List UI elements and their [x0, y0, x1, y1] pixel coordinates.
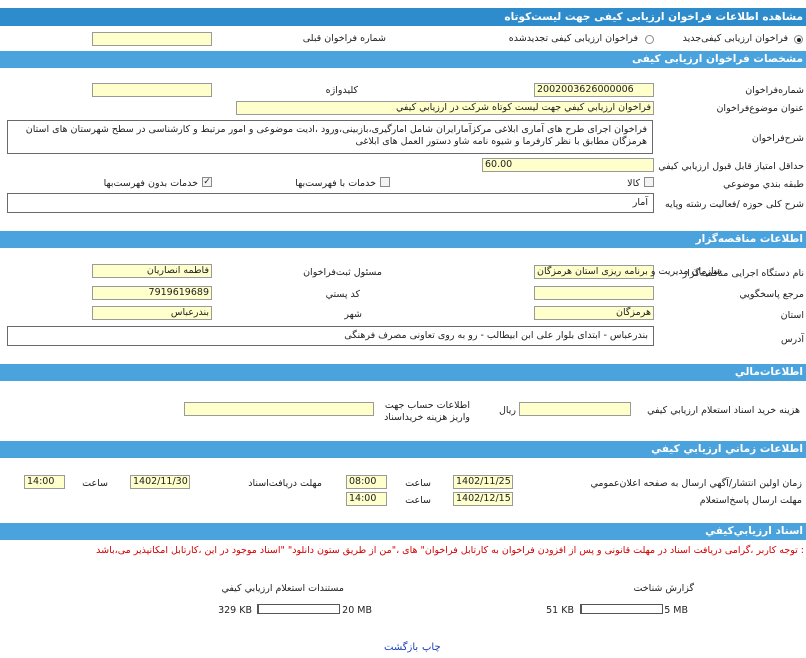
keyword-label: کليدواژه — [325, 85, 358, 96]
org-section-bar — [0, 231, 806, 248]
print-link[interactable]: چاپ — [422, 642, 441, 653]
deadline-date-field[interactable]: 1402/11/30 — [130, 475, 190, 489]
doc2-progress — [580, 604, 663, 614]
services-nolist-checkbox[interactable]: ✓ — [203, 177, 211, 187]
publish-label: زمان اولين انتشار/آگهي ارسال به صفحه اعلان‌عمومي — [590, 478, 802, 489]
doc1-progress-fill — [258, 605, 259, 613]
doc1-progress — [257, 604, 340, 614]
doc2-size: 51 KB — [546, 605, 574, 616]
account-label-line2: واريز هزينه خريداسناد — [384, 412, 470, 423]
timing-section-title: اطلاعات زماني ارزيابي کيفي — [651, 443, 803, 455]
reply-hour-label: ساعت — [405, 495, 431, 506]
postal-code-label: کد پستي — [325, 289, 360, 300]
reference-field[interactable] — [534, 286, 654, 300]
doc1-max: 20 MB — [342, 605, 372, 616]
renewed-call-radio[interactable] — [645, 35, 654, 44]
org-name-label: نام دستگاه اجرايی مناقصه‌گزار — [682, 268, 804, 279]
min-score-label: حداقل امتياز قابل قبول ارزيابي کيفي — [658, 161, 804, 172]
account-field[interactable] — [184, 402, 374, 416]
publish-hour-label: ساعت — [405, 478, 431, 489]
spec-section-title: مشخصات فراخوان ارزيابی کيفی — [632, 53, 803, 65]
services-list-label: خدمات با فهرست‌بها — [295, 178, 376, 189]
province-field[interactable]: هرمزگان — [534, 306, 654, 320]
deadline-hour-label: ساعت — [82, 478, 108, 489]
back-link[interactable]: بازگشت — [384, 642, 419, 653]
description-box: فراخوان اجرای طرح های آماری ابلاغی مرکزآمارایران شامل امارگیری،بازبینی،ورود ،ادیت موضوعی و امور مرتبط و کارشناسی در سطح شهرستان های استان هرمزگان مطابق با نظر کارفرما و شیوه نامه شاو دستور العمل های ابلاغی — [7, 120, 653, 154]
fee-field[interactable] — [519, 402, 631, 416]
docs-section-title: اسناد ارزيابي‌کيفي — [705, 525, 803, 537]
doc2-title[interactable]: گزارش شناخت — [633, 583, 694, 594]
address-label: آدرس — [780, 334, 804, 345]
reply-time-field[interactable]: 14:00 — [346, 492, 387, 506]
goods-checkbox[interactable] — [644, 177, 654, 187]
page-title: مشاهده اطلاعات فراخوان ارزيابی کيفی جهت ليست‌کوتاه — [504, 11, 803, 23]
finance-section-title: اطلاعات‌مالي — [734, 366, 803, 378]
field-description-label: شرح کلی حوزه /فعاليت رشته وپايه — [664, 199, 804, 210]
publish-date-field[interactable]: 1402/11/25 — [453, 475, 513, 489]
registrar-field[interactable]: فاطمه انصاریان — [92, 264, 212, 278]
doc1-size: 329 KB — [218, 605, 252, 616]
new-call-radio[interactable] — [794, 35, 803, 44]
org-name-field[interactable]: سازمان مديريت و برنامه ريزی استان هرمزگان — [534, 265, 654, 279]
previous-call-number-field[interactable] — [92, 32, 212, 46]
renewed-call-label: فراخوان ارزيابی کيفی تجديدشده — [508, 33, 638, 44]
reference-label: مرجع پاسخگويي — [739, 289, 804, 300]
province-label: استان — [780, 310, 804, 321]
min-score-field[interactable]: 60.00 — [482, 158, 654, 172]
fee-label: هزينه خريد اسناد استعلام ارزيابي کيفي — [647, 405, 800, 416]
reply-date-field[interactable]: 1402/12/15 — [453, 492, 513, 506]
deadline-label: مهلت دريافت‌اسناد — [248, 478, 322, 489]
finance-section-bar — [0, 364, 806, 381]
timing-section-bar — [0, 441, 806, 458]
subject-label: عنوان موضوع‌فراخوان — [716, 103, 804, 114]
address-box: بندرعباس - ابتدای بلوار علی ابن ابیطالب - رو به روی تعاونی مصرف فرهنگی — [7, 326, 654, 346]
currency-label: ريال — [498, 405, 516, 416]
goods-label: کالا — [627, 178, 640, 189]
call-number-label: شماره‌فراخوان — [745, 85, 804, 96]
docs-warning: توجه کاربر ،گرامی دریافت اسناد در مهلت قانونی و پس از افزودن فراخوان به کارتابل فراخوان" های ،"من از طريق ستون دانلود" "اسناد موجود در اين ،کارتابل امکانپذير می‌،باشد : — [96, 545, 804, 556]
previous-call-number-label: شماره فراخوان قبلی — [302, 33, 386, 44]
org-section-title: اطلاعات مناقصه‌گزار — [695, 233, 803, 245]
services-list-checkbox[interactable] — [380, 177, 390, 187]
doc2-max: 5 MB — [664, 605, 688, 616]
account-label-line1: اطلاعات حساب جهت — [384, 400, 470, 411]
services-nolist-label: خدمات بدون فهرست‌بها — [103, 178, 198, 189]
postal-code-field[interactable]: 7919619689 — [92, 286, 212, 300]
reply-label: مهلت ارسال پاسخ‌استعلام — [699, 495, 802, 506]
deadline-time-field[interactable]: 14:00 — [24, 475, 65, 489]
docs-section-bar — [0, 523, 806, 540]
description-label: شرح‌فراخوان — [751, 133, 804, 144]
subject-field[interactable]: فراخوان ارزيابي كيفي جهت ليست كوتاه شركت در ارزيابي كيفي — [236, 101, 654, 115]
field-description-box: آمار — [7, 193, 654, 213]
new-call-label: فراخوان ارزيابی کيفی‌جديد — [682, 33, 788, 44]
spec-section-bar — [0, 51, 806, 68]
page-title-bar — [0, 8, 806, 26]
city-label: شهر — [344, 309, 362, 320]
publish-time-field[interactable]: 08:00 — [346, 475, 387, 489]
doc2-progress-fill — [581, 605, 582, 613]
city-field[interactable]: بندرعباس — [92, 306, 212, 320]
call-number-field[interactable]: 2002003626000006 — [534, 83, 654, 97]
category-label: طبقه بندي موضوعي — [723, 179, 804, 190]
registrar-label: مسئول ثبت‌فراخوان — [303, 267, 382, 278]
doc1-title[interactable]: مستندات استعلام ارزيابي کيفي — [221, 583, 344, 594]
keyword-field[interactable] — [92, 83, 212, 97]
